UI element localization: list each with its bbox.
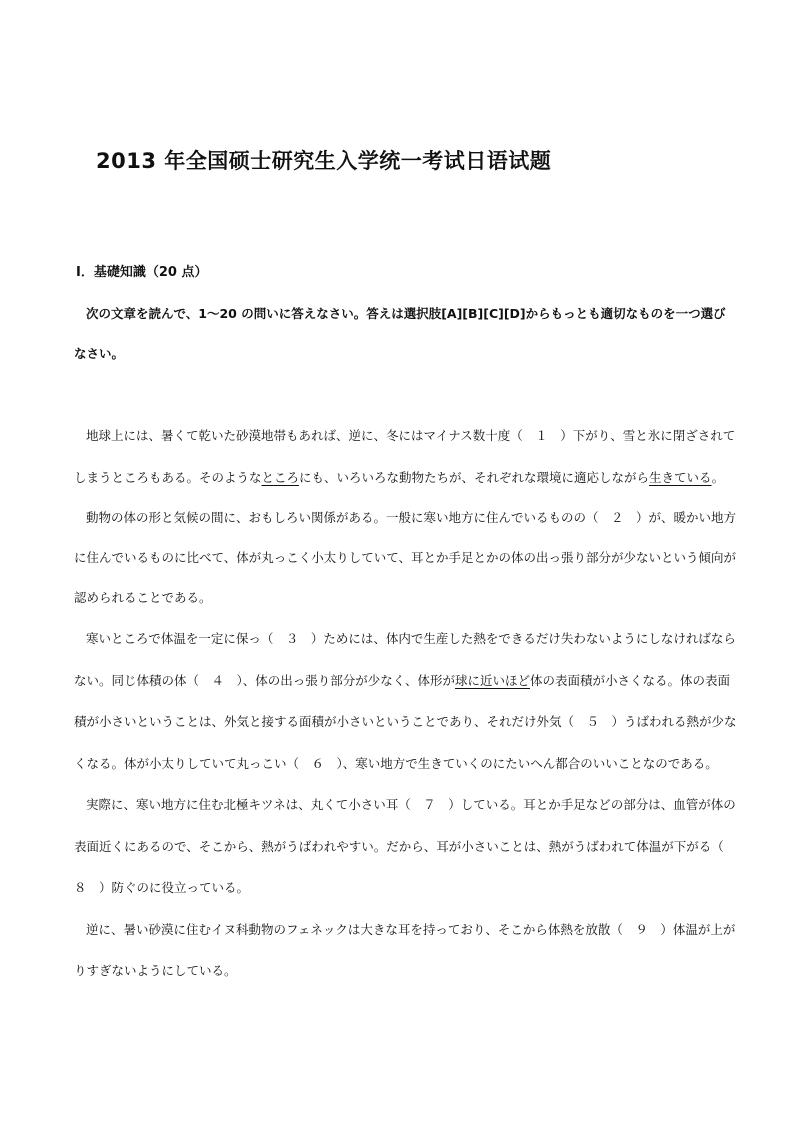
passage-paragraph-5: 逆に、暑い砂漠に住むイヌ科動物のフェネックは大きな耳を持っており、そこから体熱を放散（ ９ ）体温が上がりすぎないようにしている。 <box>74 921 736 978</box>
instructions: 次の文章を読んで、1～20 の問いに答えなさい。答えは選択肢[A][B][C][D]からもっとも適切なものを一つ選びなさい。 <box>74 306 726 361</box>
reading-passage <box>74 415 738 992</box>
paragraph-1-text-c: 。 <box>711 469 725 485</box>
underlined-phrase-tokoro: ところ <box>261 469 300 485</box>
page-title: 2013 年全国硕士研究生入学统一考试日语试题 <box>96 149 552 173</box>
passage-paragraph-1 <box>74 415 738 498</box>
paragraph-1-text-b: にも、いろいろな動物たちが、それぞれな環境に適応しながら <box>299 469 650 485</box>
passage-paragraph-2: 動物の体の形と気候の間に、おもしろい関係がある。一般に寒い地方に住んでいるものの（ ２ ）が、暖かい地方に住んでいるものに比べて、体が丸っこく小太りしていて、耳とか手足とかの体の出っ張り部分が少ないという傾向が認められることである。 <box>74 510 737 605</box>
paragraph-1-text-a: 地球上には、暑くて乾いた砂漠地帯もあれば、逆に、冬にはマイナス数十度（ １ ）下がり、雪と氷に閉ざされてしまうところもある。そのような <box>74 428 736 485</box>
underlined-phrase-kyuu: 球に近いほど <box>455 672 531 688</box>
passage-paragraph-3 <box>74 618 738 784</box>
paragraph-3-text-a: 寒いところで体温を一定に保っ（ ３ ）ためには、体内で生産した熱をできるだけ失わないようにしなければならない。同じ体積の体（ ４ ）、体の出っ張り部分が少なく、体形が <box>74 631 736 688</box>
section-heading: Ⅰ．基礎知識（20 点） <box>76 265 208 280</box>
underlined-phrase-ikiteiru: 生きている <box>649 469 712 485</box>
passage-paragraph-4: 実際に、寒い地方に住む北極キツネは、丸くて小さい耳（ ７ ）している。耳とか手足などの部分は、血管が体の表面近くにあるので、そこから、熱がうばわれやすい。だから、耳が小さいことは、熱がうばわれて体温が下がる（ ８ ）防ぐのに役立っている。 <box>74 797 737 895</box>
paragraph-3-text-b: 体の表面積が小さくなる。体の表面積が小さいということは、外気と接する面積が小さいということであり、それだけ外気（ ５ ）うばわれる熱が少なくなる。体が小太りしていて丸っこい（ ６ ）、寒い地方で生きていくのにたいへん都合のいいことなのである。 <box>74 672 737 771</box>
